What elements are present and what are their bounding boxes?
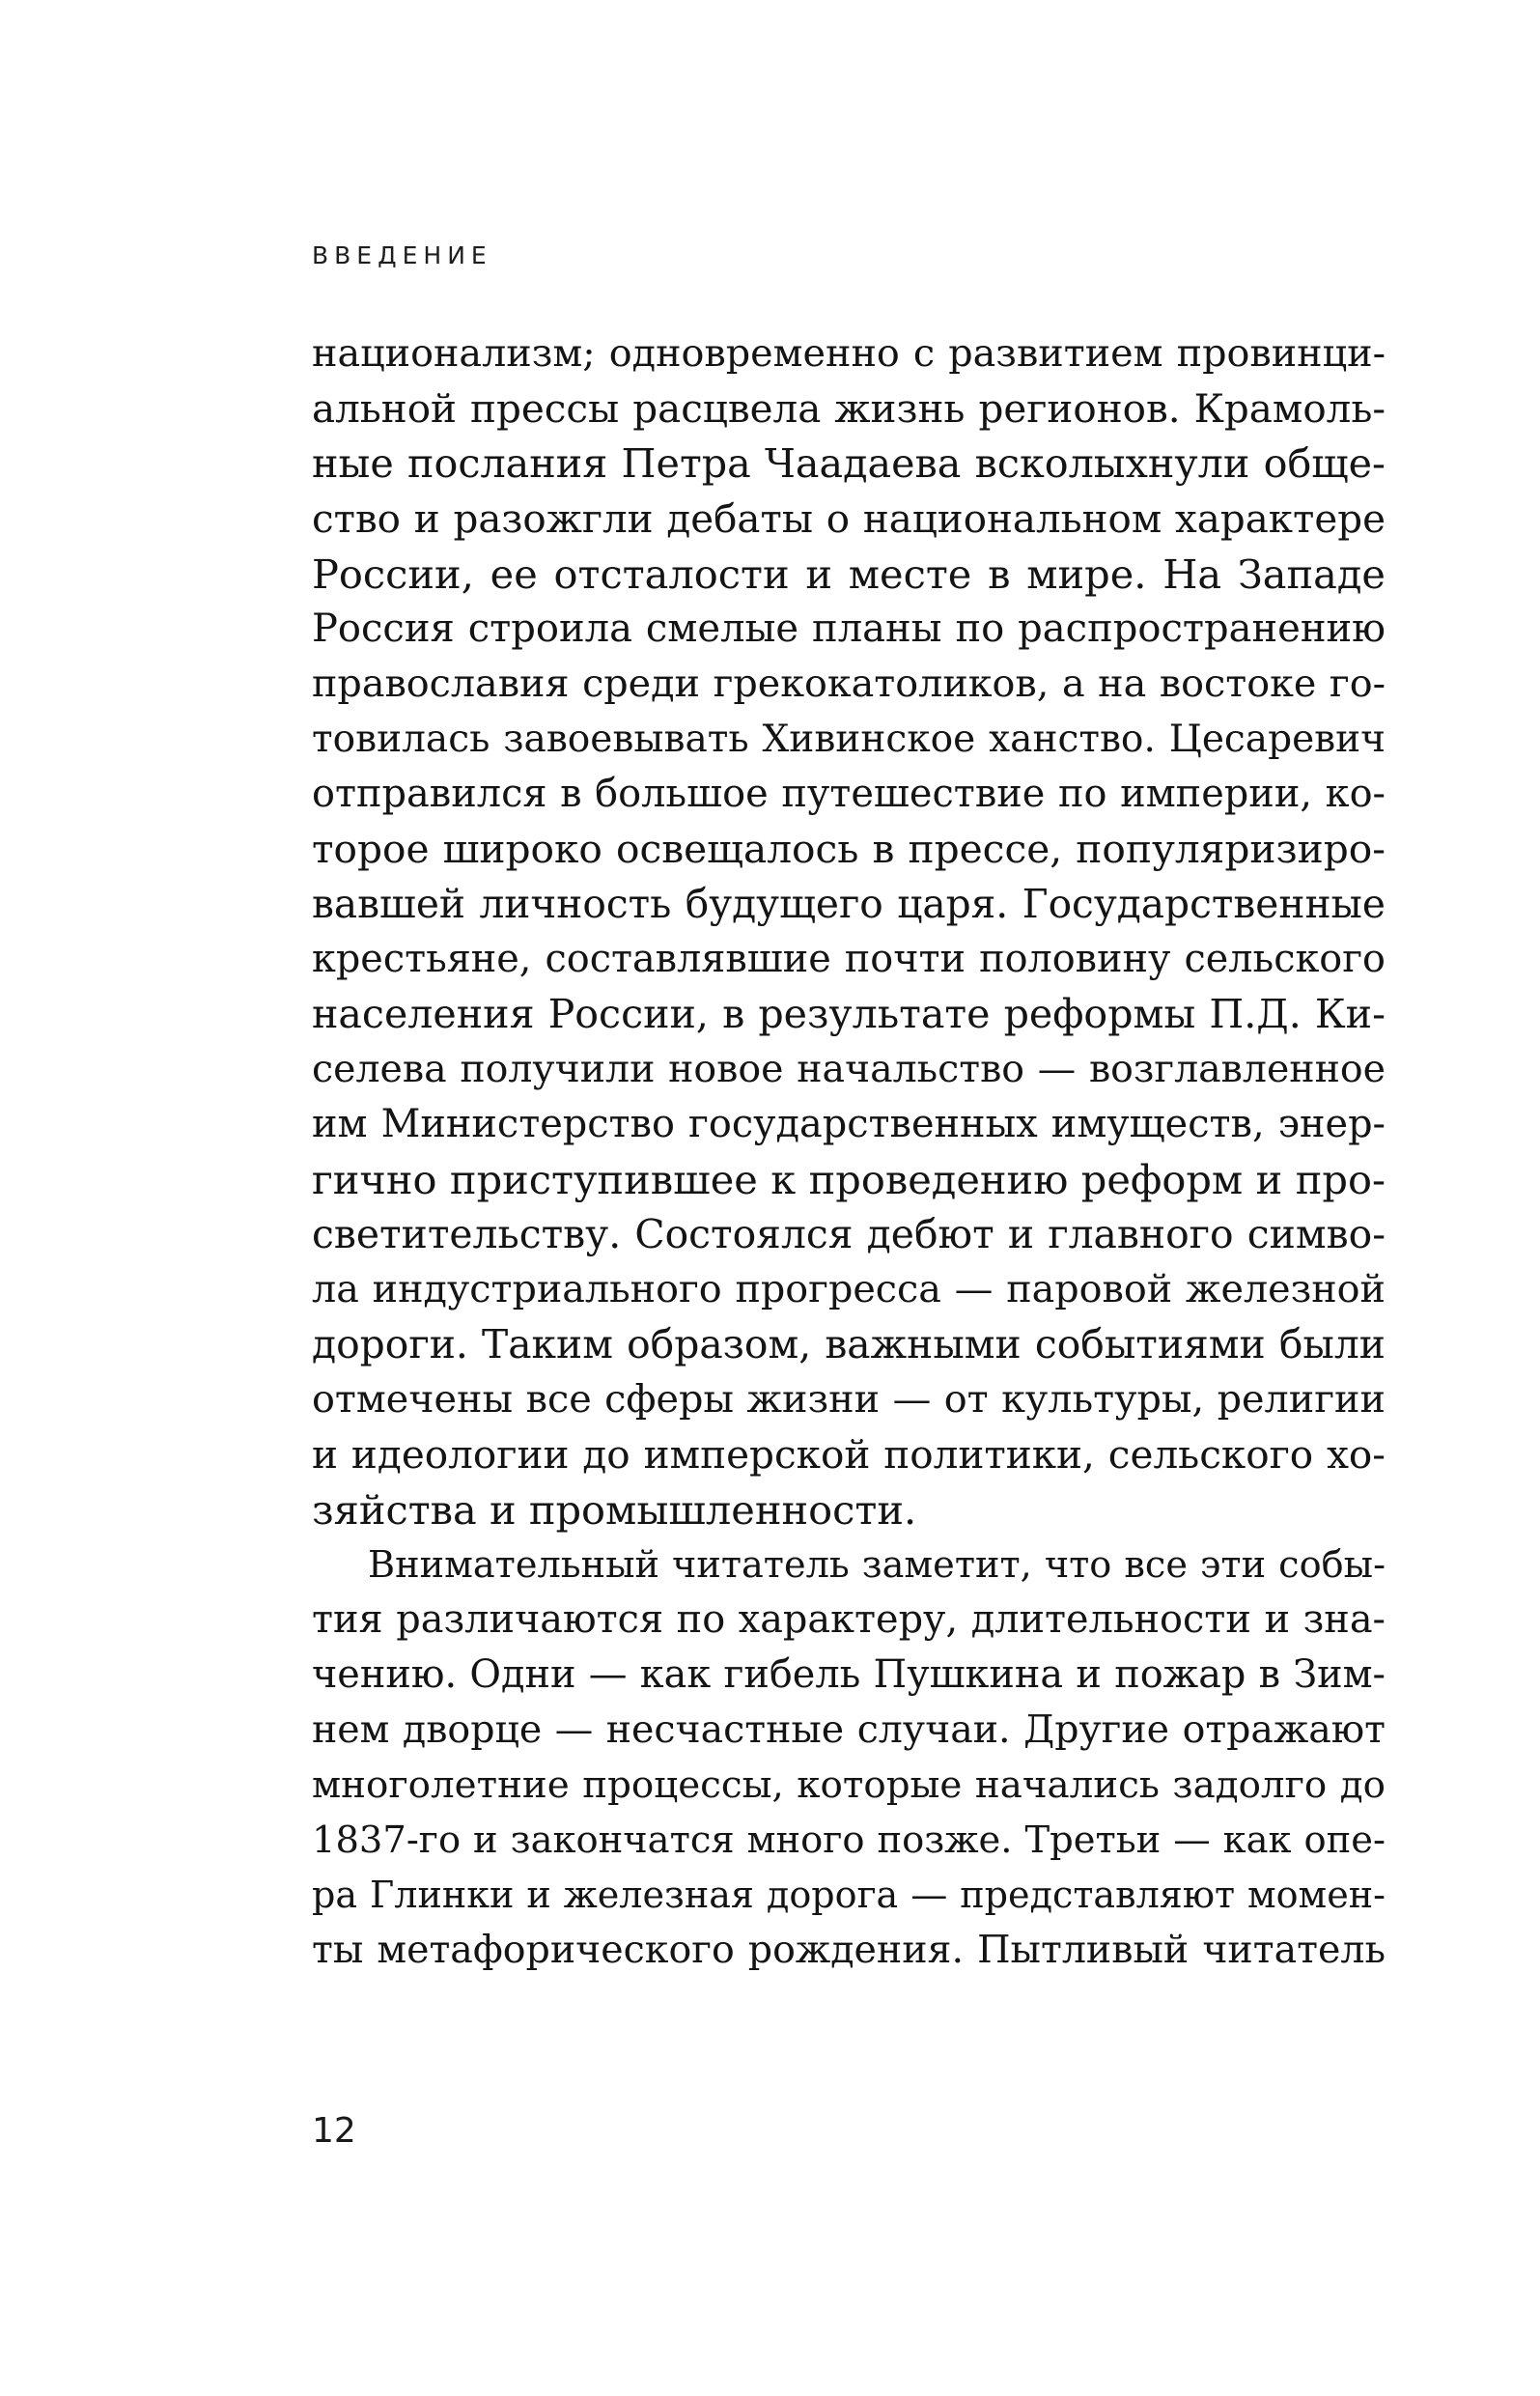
text-line: Внимательный читатель заметит, что все эти собы- [368, 1543, 1386, 1587]
running-head: ВВЕДЕНИЕ [312, 241, 492, 269]
text-line: ство и разожгли дебаты о национальном характере [312, 496, 1386, 542]
text-line: ты метафорического рождения. Пытливый читатель [312, 1928, 1386, 1972]
text-line: и идеологии до имперской политики, сельского хо- [312, 1431, 1386, 1478]
text-line: населения России, в результате реформы П.Д. Ки- [312, 991, 1386, 1037]
text-line: России, ее отсталости и месте в мире. На Западе [312, 550, 1386, 598]
body-text [312, 326, 1386, 1978]
text-line: отмечены все сферы жизни — от культуры, религии [312, 1377, 1386, 1422]
text-line: национализм; одновременно с развитием провинци- [312, 331, 1386, 376]
paragraph [312, 326, 1386, 1537]
text-line: многолетние процессы, которые начались задолго до [312, 1763, 1386, 1807]
text-line: дороги. Таким образом, важными событиями были [312, 1321, 1386, 1367]
text-line: ра Глинки и железная дорога — представляют момен- [312, 1874, 1386, 1916]
text-line: альной прессы расцвела жизнь регионов. Крамоль- [312, 385, 1386, 432]
text-line: крестьяне, составлявшие почти половину сельского [312, 937, 1386, 981]
text-line: светительству. Состоялся дебют и главного симво- [312, 1211, 1386, 1257]
text-line: нем дворце — несчастные случаи. Другие отражают [312, 1707, 1386, 1752]
page-number: 12 [312, 2111, 356, 2151]
paragraph [312, 1537, 1386, 1978]
text-line: товилась завоевывать Хивинское ханство. Цесаревич [312, 718, 1386, 761]
text-line: тия различаются по характеру, длительности и зна- [312, 1597, 1386, 1642]
text-line: селева получили новое начальство — возглавленное [312, 1047, 1386, 1091]
text-line: ла индустриального прогресса — паровой железной [312, 1267, 1386, 1311]
text-line: Россия строила смелые планы по распространению [312, 606, 1386, 651]
text-line: им Министерство государственных имуществ, энер- [312, 1102, 1386, 1146]
text-line: отправился в большое путешествие по империи, ко- [312, 772, 1386, 816]
text-line: гично приступившее к проведению реформ и про- [312, 1156, 1386, 1203]
text-line: православия среди грекокатоликов, а на востоке го- [312, 662, 1386, 706]
text-line: зяйства и промышленности. [312, 1486, 917, 1534]
text-line: вавшей личность будущего царя. Государственные [312, 881, 1386, 927]
text-line: чению. Одни — как гибель Пушкина и пожар в Зим- [312, 1652, 1386, 1697]
text-line: торое широко освещалось в прессе, популяризиро- [312, 826, 1386, 872]
text-line: 1837-го и закончатся много позже. Третьи — как опе- [312, 1818, 1386, 1862]
text-line: ные послания Петра Чаадаева всколыхнули обще- [312, 440, 1386, 487]
